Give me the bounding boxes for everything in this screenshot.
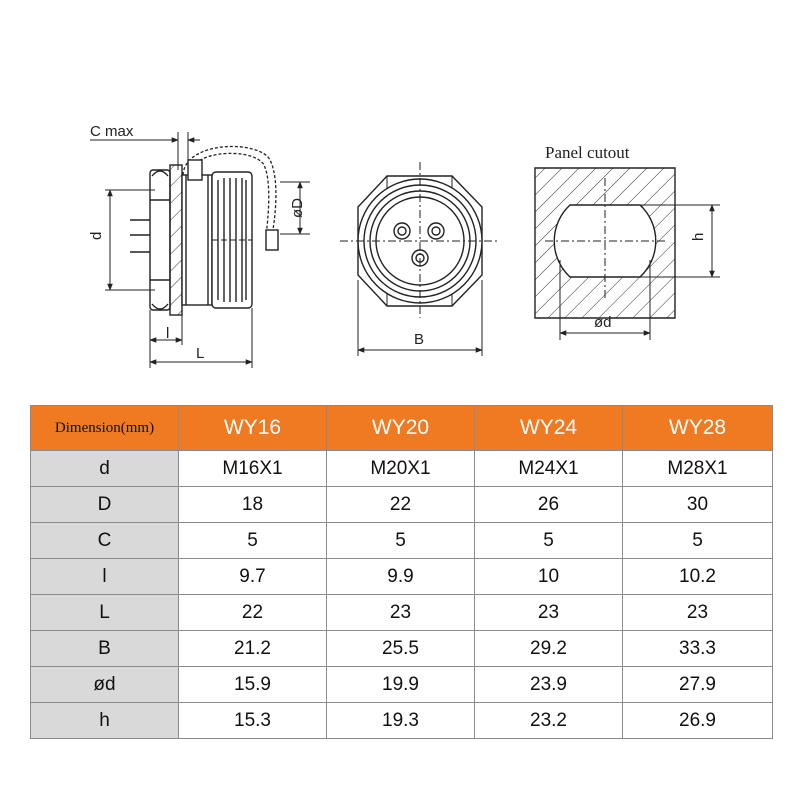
table-cell: 23 — [475, 595, 623, 631]
row-label: L — [31, 595, 179, 631]
table-row — [31, 595, 773, 631]
table-header-wy28: WY28 — [623, 406, 773, 451]
table-cell: M20X1 — [327, 451, 475, 487]
table-cell: 23 — [327, 595, 475, 631]
c-max-label: C max — [90, 123, 134, 140]
table-cell: 15.9 — [179, 667, 327, 703]
panel-cutout-view — [535, 168, 720, 340]
row-label: l — [31, 559, 179, 595]
table-cell: 10.2 — [623, 559, 773, 595]
table-cell: M24X1 — [475, 451, 623, 487]
table-row — [31, 559, 773, 595]
table-cell: 5 — [327, 523, 475, 559]
d-label: d — [88, 231, 105, 240]
table-cell: 22 — [327, 487, 475, 523]
side-view — [90, 132, 310, 368]
table-cell: M28X1 — [623, 451, 773, 487]
dimension-table — [30, 405, 773, 739]
table-row — [31, 487, 773, 523]
front-view — [340, 162, 500, 356]
table-cell: 9.7 — [179, 559, 327, 595]
table-cell: 18 — [179, 487, 327, 523]
row-label: d — [31, 451, 179, 487]
row-label: h — [31, 703, 179, 739]
table-cell: 26.9 — [623, 703, 773, 739]
table-row — [31, 523, 773, 559]
table-row — [31, 451, 773, 487]
h-label: h — [690, 232, 707, 241]
l-label: l — [166, 325, 170, 342]
table-cell: 10 — [475, 559, 623, 595]
table-cell: 23.2 — [475, 703, 623, 739]
table-cell: 5 — [475, 523, 623, 559]
panel-cutout-title: Panel cutout — [545, 143, 630, 162]
table-cell: 27.9 — [623, 667, 773, 703]
table-header-wy24: WY24 — [475, 406, 623, 451]
table-cell: 21.2 — [179, 631, 327, 667]
row-label: B — [31, 631, 179, 667]
phi-d-label: ød — [594, 314, 612, 331]
table-cell: 26 — [475, 487, 623, 523]
table-cell: 19.3 — [327, 703, 475, 739]
table-cell: 25.5 — [327, 631, 475, 667]
table-cell: 23.9 — [475, 667, 623, 703]
phi-D-label: øD — [289, 198, 306, 218]
table-cell: 23 — [623, 595, 773, 631]
table-cell: 5 — [179, 523, 327, 559]
B-label: B — [414, 331, 425, 348]
table-cell: 9.9 — [327, 559, 475, 595]
row-label: D — [31, 487, 179, 523]
table-header-dimension: Dimension(mm) — [31, 406, 179, 451]
table-row — [31, 631, 773, 667]
table-cell: 33.3 — [623, 631, 773, 667]
table-header-row — [31, 406, 773, 451]
L-label: L — [196, 345, 205, 362]
table-cell: 29.2 — [475, 631, 623, 667]
table-row — [31, 667, 773, 703]
table-cell: 30 — [623, 487, 773, 523]
table-cell: M16X1 — [179, 451, 327, 487]
row-label: ød — [31, 667, 179, 703]
table-cell: 19.9 — [327, 667, 475, 703]
table-header-wy20: WY20 — [327, 406, 475, 451]
table-header-wy16: WY16 — [179, 406, 327, 451]
table-cell: 5 — [623, 523, 773, 559]
table-row — [31, 703, 773, 739]
row-label: C — [31, 523, 179, 559]
table-cell: 15.3 — [179, 703, 327, 739]
table-cell: 22 — [179, 595, 327, 631]
